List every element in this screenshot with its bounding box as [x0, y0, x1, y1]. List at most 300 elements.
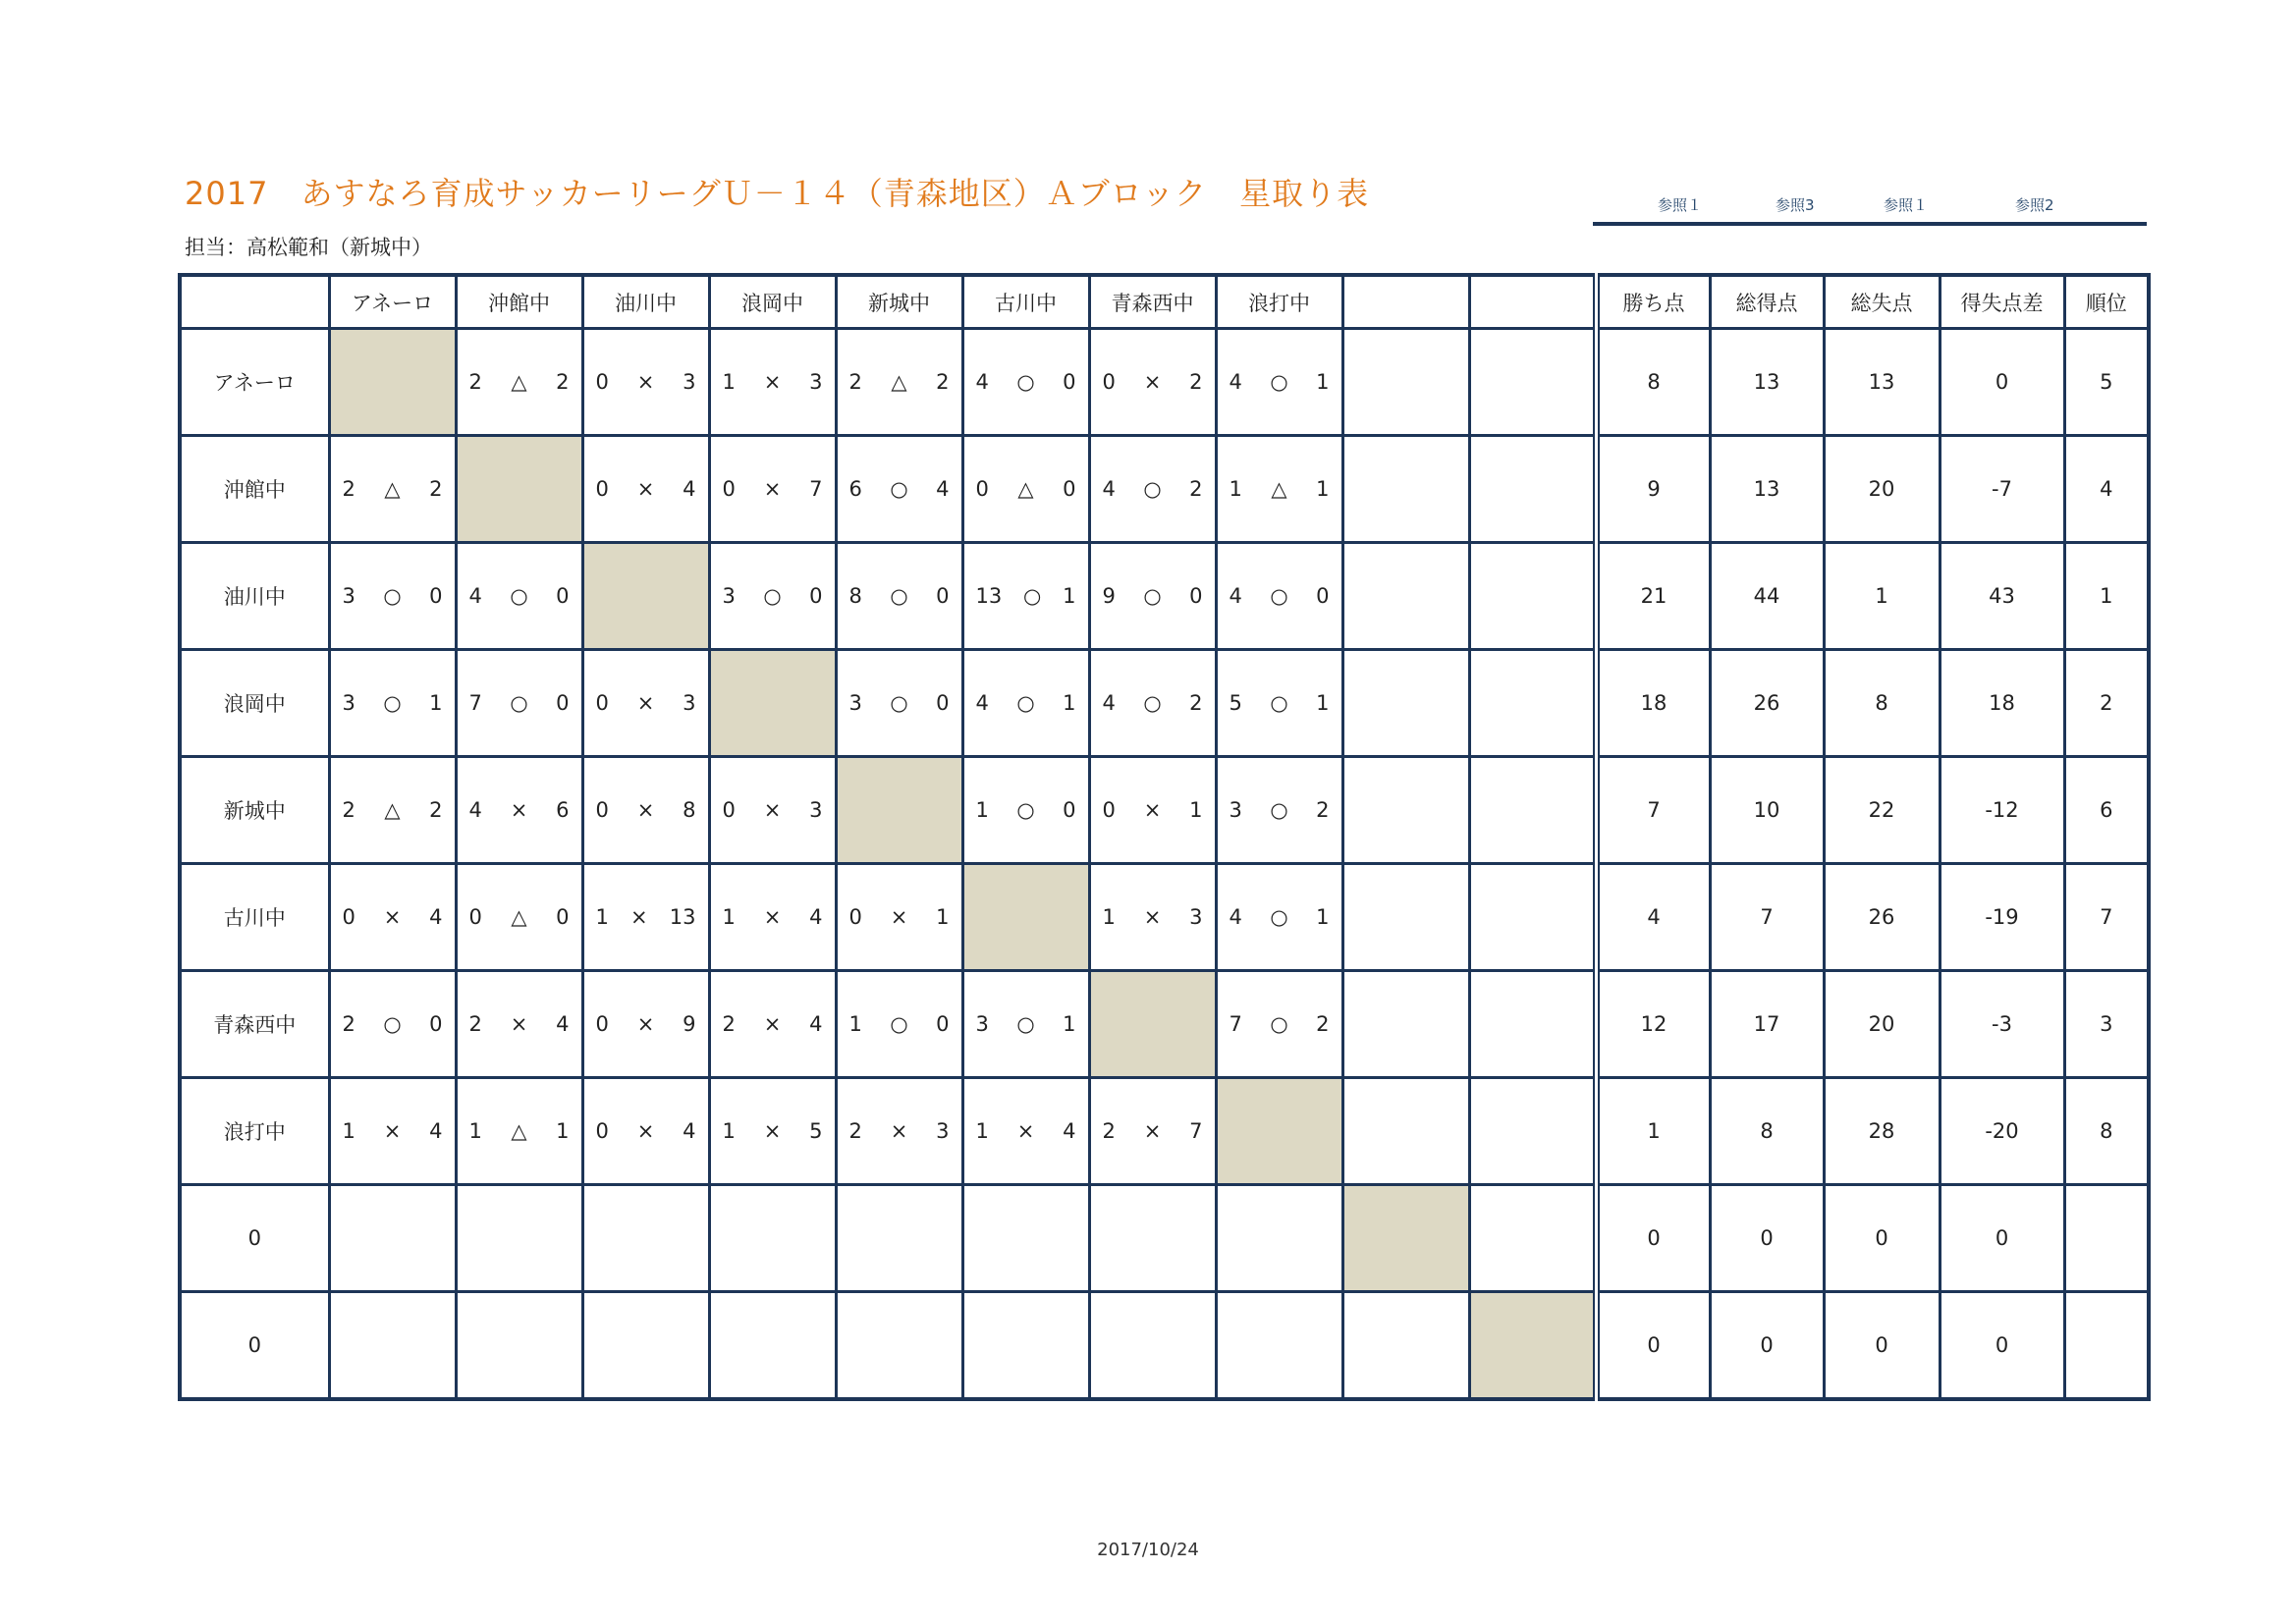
result-cell	[329, 1185, 456, 1292]
stat-header: 総失点	[1824, 275, 1940, 329]
result-cell	[329, 1292, 456, 1400]
result-cell	[962, 1078, 1089, 1185]
result-mark: ○	[1016, 798, 1035, 822]
result-cell	[456, 329, 582, 436]
goals-for: 2	[342, 1012, 355, 1036]
goals-against: 0	[809, 584, 823, 608]
diagonal-cell	[962, 864, 1089, 971]
result-mark: ×	[510, 1012, 528, 1036]
goals-against: 1	[1063, 691, 1076, 715]
rank: 3	[2064, 971, 2149, 1078]
goals-against: 0	[936, 1012, 950, 1036]
diagonal-cell	[1216, 1078, 1342, 1185]
goal-difference: -12	[1940, 757, 2064, 864]
score	[331, 1012, 455, 1036]
result-mark: ×	[636, 798, 655, 822]
result-cell	[329, 971, 456, 1078]
goals-against: 1	[556, 1119, 570, 1143]
result-mark: △	[1017, 477, 1034, 501]
table-row	[180, 1078, 2149, 1185]
result-cell	[709, 436, 836, 543]
team-name: 浪岡中	[180, 650, 329, 757]
column-header: 新城中	[836, 275, 962, 329]
score	[711, 370, 835, 394]
result-cell	[1342, 1292, 1469, 1400]
result-mark: ×	[1143, 370, 1162, 394]
result-mark: ○	[1143, 477, 1162, 501]
result-cell	[1342, 864, 1469, 971]
goals-for: 1	[722, 370, 736, 394]
goals-against: 3	[809, 798, 823, 822]
score	[964, 584, 1088, 608]
table-row	[180, 864, 2149, 971]
score	[584, 370, 708, 394]
goals-scored: 0	[1710, 1185, 1824, 1292]
person-in-charge: 担当：高松範和（新城中）	[185, 236, 432, 259]
score	[584, 905, 708, 929]
goals-scored: 0	[1710, 1292, 1824, 1400]
goals-against: 1	[1316, 691, 1330, 715]
result-mark: ○	[383, 584, 402, 608]
result-cell	[709, 1185, 836, 1292]
goals-for: 2	[848, 1119, 862, 1143]
result-cell	[1469, 543, 1596, 650]
goals-for: 2	[722, 1012, 736, 1036]
result-cell	[582, 329, 709, 436]
team-name: 油川中	[180, 543, 329, 650]
header-row	[180, 275, 2149, 329]
goals-for: 1	[1102, 905, 1116, 929]
goals-against: 8	[683, 798, 696, 822]
rank: 7	[2064, 864, 2149, 971]
result-cell	[709, 971, 836, 1078]
diagonal-cell	[329, 329, 456, 436]
score	[1091, 691, 1215, 715]
points: 1	[1596, 1078, 1710, 1185]
result-cell	[1469, 436, 1596, 543]
rank: 5	[2064, 329, 2149, 436]
result-cell	[329, 864, 456, 971]
result-mark: ○	[383, 691, 402, 715]
team-name: 沖館中	[180, 436, 329, 543]
result-cell	[836, 543, 962, 650]
goals-for: 3	[975, 1012, 989, 1036]
result-mark: ○	[1016, 1012, 1035, 1036]
result-cell	[582, 1078, 709, 1185]
result-cell	[836, 1292, 962, 1400]
result-cell	[1216, 864, 1342, 971]
goals-for: 6	[848, 477, 862, 501]
goals-for: 5	[1229, 691, 1242, 715]
goals-against: 9	[683, 1012, 696, 1036]
result-mark: ○	[1270, 584, 1288, 608]
table-row	[180, 329, 2149, 436]
team-name: 青森西中	[180, 971, 329, 1078]
goals-for: 0	[595, 477, 609, 501]
goals-for: 4	[975, 370, 989, 394]
goals-conceded: 20	[1824, 971, 1940, 1078]
reference-label: 参照１	[1884, 196, 1929, 214]
goals-for: 4	[1229, 370, 1242, 394]
result-cell	[456, 1185, 582, 1292]
score	[584, 691, 708, 715]
reference-labels	[1593, 192, 2147, 226]
goals-against: 0	[1063, 798, 1076, 822]
goals-against: 5	[809, 1119, 823, 1143]
diagonal-cell	[1469, 1292, 1596, 1400]
score	[584, 477, 708, 501]
rank: 4	[2064, 436, 2149, 543]
result-mark: ○	[890, 691, 908, 715]
result-cell	[836, 650, 962, 757]
column-header: アネーロ	[329, 275, 456, 329]
result-cell	[962, 436, 1089, 543]
goals-for: 0	[595, 1012, 609, 1036]
score	[964, 1012, 1088, 1036]
result-mark: ×	[636, 477, 655, 501]
points: 18	[1596, 650, 1710, 757]
goals-against: 4	[936, 477, 950, 501]
goals-for: 3	[848, 691, 862, 715]
goals-scored: 13	[1710, 329, 1824, 436]
result-mark: △	[891, 370, 907, 394]
team-name: 古川中	[180, 864, 329, 971]
goals-against: 4	[683, 1119, 696, 1143]
score	[458, 370, 581, 394]
column-header	[1342, 275, 1469, 329]
result-cell	[582, 436, 709, 543]
score	[964, 477, 1088, 501]
score	[711, 477, 835, 501]
result-cell	[1342, 1078, 1469, 1185]
goals-scored: 10	[1710, 757, 1824, 864]
diagonal-cell	[1089, 971, 1216, 1078]
goals-against: 0	[936, 584, 950, 608]
goals-against: 1	[429, 691, 443, 715]
result-cell	[962, 1292, 1089, 1400]
result-cell	[1342, 543, 1469, 650]
result-cell	[1469, 971, 1596, 1078]
result-mark: ×	[636, 370, 655, 394]
goals-for: 4	[975, 691, 989, 715]
team-name: 浪打中	[180, 1078, 329, 1185]
column-header: 浪岡中	[709, 275, 836, 329]
goals-for: 0	[468, 905, 482, 929]
goals-conceded: 22	[1824, 757, 1940, 864]
rank: 2	[2064, 650, 2149, 757]
result-mark: ×	[1143, 905, 1162, 929]
goals-for: 0	[1102, 370, 1116, 394]
result-cell	[836, 971, 962, 1078]
result-mark: ×	[630, 905, 648, 929]
result-mark: ×	[383, 905, 402, 929]
result-cell	[582, 1292, 709, 1400]
result-cell	[1216, 436, 1342, 543]
result-mark: ○	[1270, 370, 1288, 394]
corner-cell	[180, 275, 329, 329]
result-cell	[709, 864, 836, 971]
score	[1218, 584, 1341, 608]
goals-against: 7	[809, 477, 823, 501]
goals-for: 4	[1229, 584, 1242, 608]
goals-against: 1	[936, 905, 950, 929]
goals-against: 0	[429, 1012, 443, 1036]
score	[964, 691, 1088, 715]
score	[838, 370, 961, 394]
goals-against: 2	[1316, 1012, 1330, 1036]
result-cell	[962, 1185, 1089, 1292]
result-cell	[836, 436, 962, 543]
goals-for: 4	[1229, 905, 1242, 929]
result-mark: ×	[763, 905, 782, 929]
result-mark: ○	[510, 691, 528, 715]
goals-for: 1	[975, 798, 989, 822]
score	[458, 584, 581, 608]
result-cell	[1216, 1185, 1342, 1292]
goals-conceded: 26	[1824, 864, 1940, 971]
result-mark: ×	[383, 1119, 402, 1143]
diagonal-cell	[582, 543, 709, 650]
goals-for: 2	[1102, 1119, 1116, 1143]
result-cell	[836, 329, 962, 436]
team-name: 0	[180, 1292, 329, 1400]
result-cell	[456, 543, 582, 650]
result-cell	[962, 543, 1089, 650]
score	[838, 1012, 961, 1036]
score	[1091, 477, 1215, 501]
standings-table	[178, 273, 2151, 1401]
score	[458, 1119, 581, 1143]
goals-for: 4	[1102, 691, 1116, 715]
result-cell	[962, 650, 1089, 757]
result-cell	[329, 436, 456, 543]
result-mark: ○	[1270, 691, 1288, 715]
diagonal-cell	[709, 650, 836, 757]
goals-against: 2	[556, 370, 570, 394]
goals-against: 1	[1316, 370, 1330, 394]
result-cell	[1089, 543, 1216, 650]
team-name: 新城中	[180, 757, 329, 864]
result-cell	[962, 971, 1089, 1078]
goals-for: 9	[1102, 584, 1116, 608]
result-cell	[836, 1185, 962, 1292]
diagonal-cell	[1342, 1185, 1469, 1292]
points: 8	[1596, 329, 1710, 436]
goals-for: 2	[468, 1012, 482, 1036]
result-mark: ×	[1143, 1119, 1162, 1143]
reference-label: 参照１	[1658, 196, 1703, 214]
result-mark: ○	[763, 584, 782, 608]
goals-against: 1	[1316, 477, 1330, 501]
result-cell	[1216, 329, 1342, 436]
result-cell	[582, 1185, 709, 1292]
result-cell	[1089, 757, 1216, 864]
column-header: 古川中	[962, 275, 1089, 329]
result-mark: △	[511, 1119, 527, 1143]
result-mark: ×	[636, 691, 655, 715]
goals-for: 3	[722, 584, 736, 608]
goals-scored: 17	[1710, 971, 1824, 1078]
table-row	[180, 971, 2149, 1078]
score	[838, 691, 961, 715]
result-mark: ×	[763, 370, 782, 394]
score	[331, 905, 455, 929]
goals-for: 1	[1229, 477, 1242, 501]
goal-difference: 18	[1940, 650, 2064, 757]
goals-for: 3	[342, 691, 355, 715]
result-cell	[456, 650, 582, 757]
column-header: 油川中	[582, 275, 709, 329]
result-mark: △	[384, 798, 401, 822]
goals-for: 1	[722, 1119, 736, 1143]
score	[458, 798, 581, 822]
score	[584, 798, 708, 822]
goals-for: 0	[722, 798, 736, 822]
goals-scored: 7	[1710, 864, 1824, 971]
result-cell	[582, 864, 709, 971]
goal-difference: 43	[1940, 543, 2064, 650]
result-mark: ×	[636, 1012, 655, 1036]
goals-against: 2	[429, 798, 443, 822]
result-mark: ○	[890, 584, 908, 608]
result-cell	[836, 864, 962, 971]
result-mark: ×	[636, 1119, 655, 1143]
score	[838, 584, 961, 608]
goals-conceded: 13	[1824, 329, 1940, 436]
goals-for: 0	[1102, 798, 1116, 822]
reference-label: 参照3	[1776, 196, 1815, 214]
result-cell	[456, 1292, 582, 1400]
goals-for: 4	[468, 798, 482, 822]
goals-against: 0	[936, 691, 950, 715]
rank	[2064, 1185, 2149, 1292]
goals-against: 1	[1189, 798, 1203, 822]
goals-for: 3	[342, 584, 355, 608]
result-cell	[1469, 1078, 1596, 1185]
result-cell	[582, 650, 709, 757]
score	[838, 905, 961, 929]
table-row	[180, 436, 2149, 543]
goals-for: 2	[342, 477, 355, 501]
score	[711, 1119, 835, 1143]
result-cell	[456, 971, 582, 1078]
goals-against: 0	[1316, 584, 1330, 608]
column-header: 青森西中	[1089, 275, 1216, 329]
table-row	[180, 1185, 2149, 1292]
score	[1218, 798, 1341, 822]
stat-header: 得失点差	[1940, 275, 2064, 329]
page-title: 2017 あすなろ育成サッカーリーグＵ－１４（青森地区）Ａブロック 星取り表	[185, 175, 1370, 212]
result-mark: ○	[510, 584, 528, 608]
score	[331, 691, 455, 715]
column-header: 浪打中	[1216, 275, 1342, 329]
score	[964, 798, 1088, 822]
goal-difference: -20	[1940, 1078, 2064, 1185]
points: 4	[1596, 864, 1710, 971]
goals-conceded: 1	[1824, 543, 1940, 650]
result-mark: △	[511, 905, 527, 929]
result-cell	[1089, 1078, 1216, 1185]
result-cell	[1342, 971, 1469, 1078]
goals-against: 2	[429, 477, 443, 501]
score	[711, 584, 835, 608]
goals-against: 0	[556, 905, 570, 929]
score	[1218, 370, 1341, 394]
goals-conceded: 20	[1824, 436, 1940, 543]
goals-against: 0	[556, 691, 570, 715]
footer-date: 2017/10/24	[1097, 1540, 1199, 1560]
goals-for: 1	[975, 1119, 989, 1143]
goals-for: 2	[342, 798, 355, 822]
result-mark: ×	[1016, 1119, 1035, 1143]
stat-header: 総得点	[1710, 275, 1824, 329]
result-cell	[1469, 1185, 1596, 1292]
result-cell	[329, 757, 456, 864]
result-cell	[1089, 436, 1216, 543]
goals-against: 13	[669, 905, 696, 929]
result-cell	[456, 757, 582, 864]
result-mark: ×	[763, 477, 782, 501]
result-mark: ○	[1270, 905, 1288, 929]
score	[331, 584, 455, 608]
goals-for: 1	[342, 1119, 355, 1143]
score	[964, 1119, 1088, 1143]
result-cell	[329, 1078, 456, 1185]
result-mark: ×	[763, 1119, 782, 1143]
reference-label: 参照2	[2015, 196, 2054, 214]
result-mark: ×	[890, 1119, 908, 1143]
result-cell	[709, 757, 836, 864]
goals-against: 3	[683, 370, 696, 394]
score	[331, 1119, 455, 1143]
result-cell	[1089, 1185, 1216, 1292]
goals-conceded: 0	[1824, 1292, 1940, 1400]
result-mark: ○	[1143, 691, 1162, 715]
points: 21	[1596, 543, 1710, 650]
points: 9	[1596, 436, 1710, 543]
goals-for: 3	[1229, 798, 1242, 822]
goals-for: 2	[848, 370, 862, 394]
goals-conceded: 0	[1824, 1185, 1940, 1292]
points: 12	[1596, 971, 1710, 1078]
result-cell	[709, 329, 836, 436]
result-cell	[1469, 757, 1596, 864]
goals-against: 0	[1189, 584, 1203, 608]
score	[458, 905, 581, 929]
result-cell	[582, 757, 709, 864]
goals-against: 1	[1063, 1012, 1076, 1036]
score	[1091, 370, 1215, 394]
result-cell	[456, 864, 582, 971]
goals-for: 7	[468, 691, 482, 715]
rank: 6	[2064, 757, 2149, 864]
result-mark: ×	[890, 905, 908, 929]
score	[458, 1012, 581, 1036]
goals-conceded: 8	[1824, 650, 1940, 757]
goals-against: 0	[556, 584, 570, 608]
result-cell	[1216, 543, 1342, 650]
goal-difference: -3	[1940, 971, 2064, 1078]
result-cell	[1342, 329, 1469, 436]
goal-difference: 0	[1940, 329, 2064, 436]
score	[1091, 1119, 1215, 1143]
goals-against: 1	[1063, 584, 1076, 608]
stat-header: 順位	[2064, 275, 2149, 329]
goals-scored: 13	[1710, 436, 1824, 543]
result-cell	[709, 1292, 836, 1400]
result-mark: ○	[1270, 1012, 1288, 1036]
goals-for: 1	[722, 905, 736, 929]
